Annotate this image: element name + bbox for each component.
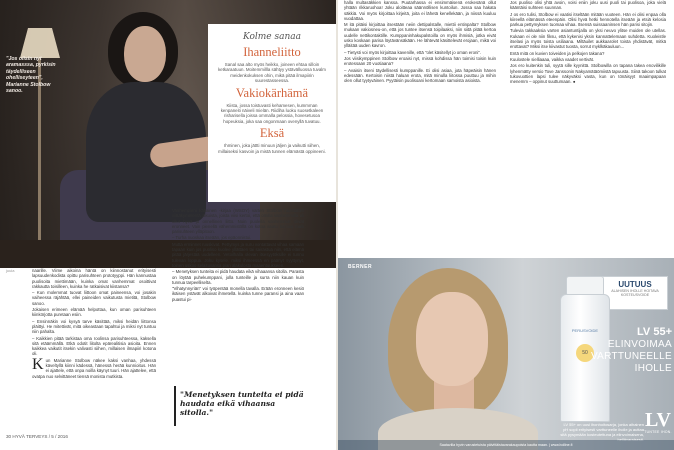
product-tube-cap	[566, 276, 604, 296]
body-paragraph: J os ero tulisi, Stolbow ei vaatisi itseltään mitään vuoteen. Hän ei olisi enpaa olla kiireellä elämässä eteenpäin. Olisi hyvä hetki hennotella itseään ja etsiä kelosia parkua pettymyksen tuomaa vihaa. Itsensä suissaaninsen hän parisi sitojin.	[510, 11, 666, 28]
right-column-1	[344, 0, 496, 245]
badge-subtitle: ALAHISEN IHOLLE HOITAVA KOSTEUSVOIDE	[611, 289, 659, 298]
sidebar-word: Eksä	[259, 126, 285, 141]
body-paragraph: M itä pitäisi kirjoittaa itsestään neiin dettipalstalle, miettii entinpalta? Stolbow mukaan vakiosneu-on, että jos tuntee itsensä toipilaaksi, niin siitä pitää kertoa uudelle nettikontaktille. Kumppaninhakupalstoilla on myös ihmisiä, jotka eivät usko koskaan parisa löytävänsäkään. He lähtevät käsittelevät erojaan, mikä voi ylläitää uuden kavron.	[344, 22, 496, 49]
three-words-sidebar	[208, 24, 336, 202]
ad-headline	[534, 326, 672, 375]
body-paragraph: Kuulostele sielliaaaa, vaikka vaadet vertivät.	[510, 56, 595, 62]
body-paragraph: Jos viisikymppinen Stolbow eroaisi nyt, missä kohdissa hän toimisi toisin kuin erotessaan 20 vuotiaana?	[344, 55, 496, 67]
ad-model-face	[416, 292, 488, 386]
skincare-advertisement	[338, 258, 674, 450]
left-column-2	[172, 208, 304, 378]
sidebar-definition: Kiista, jossa toistuvasti kehamesen, kummman kenpaneiti näiveli mielän. Riidiha luoku suosetkaleen risharisella joissa ommalla pelossia, hovesetusoa hopeuksia, joka saa ongonmaan ovenyllä tuvatuu.	[220, 102, 324, 124]
left-page	[0, 0, 336, 450]
ad-headline-line: LV 55+	[637, 326, 672, 338]
body-paragraph: – Kaikkien pitää tarkistaa oma roolinsa parisuhteessa, kaksella sitä etäämmällä. Etkä odotit liitolta epärealitisia asioita. Ennen kaikkea vaikutit itsekin valivasti siihen, millaisen ilmapiiri kotona oli.	[32, 335, 156, 357]
body-paragraph: Jos puoliso olisi yhtä avoin, voisi eniin joku uusi puoli tai puolisoa, joka vielä kääntäisi suhteen suunnan.	[510, 0, 666, 11]
right-page	[338, 0, 674, 450]
sidebar-definition: Sanal saa alto myös heikko, joineen ehtaa silloin ketkaraatuun. Moitemmillla sähtyy ystävälluossa tuvalm meidenkokuksen ohin, mikä pitää ilmapiirin suurestasseessa.	[218, 62, 326, 84]
right-column-2	[510, 0, 666, 245]
portrait-face	[124, 26, 166, 82]
photo-caption: "Jos olisin nyt aramasssa, pyrkisin täydelliseen ohelliseyteen", Marianne Stolbow sanoo.	[6, 56, 56, 95]
ad-headline-line: IHOLLE	[634, 363, 672, 374]
body-paragraph: Tulevia takkaaksia varten asiantuntijalla on yksi neuvo ylitse muiden ole utellas. Kukaan ei ole niin fiksu, että kykenisi yksin kannattelemaan suhdetta. Kuoleistle itselasi ja myös toista usiliaana. Miltäuilet aukkaarolet toista yhdistävät, mitkä erottavat? Miksi itse kiivastut tuosta, sorrut myklkäkauluun...	[510, 28, 666, 50]
ad-lv-logo	[644, 410, 672, 434]
ad-body-copy: LV 55+ on uusi ihonhoitosarja, jonka aihainen pH sopii erityisesti varttuneelle iholle ja auttaa sitä pysymään kosteutettuna ja elinvoimaisena, hellävaraisesti.	[560, 422, 644, 442]
sidebar-definition: Ihminen, joka jättti minuun jäljen ja vaikutti siihen, millaiseksi kasvoin ja mistä tunnen elämästä oppineeni.	[218, 143, 326, 154]
ad-footer: Saatavilla hyvin varustetuista päivittäistavarakaupoista kautta maan. | www.lvdline.fi	[338, 440, 674, 450]
ad-new-badge	[602, 276, 668, 310]
body-paragraph: Vanhempieni kaltainen -kirjaa (WSOY) varten Stolbow haastatteli viittäkymmentä aikuista, joista viisi kertoi, että omilla vanhemmilla oli ollut hyvä ja onnellinen liitto. Nuin puolella vanhemmat olivat eronneet. Vain pienellä vähemmistöllä on kotoa saatu toimiva malli parisuhteen ylläpitoon.	[172, 208, 304, 235]
body-paragraph: Mutta erminnet ruuskivat. Pettymys ja suru vontattavat vihaa samaan tapaan kuin jos puoliso kuolee yllättäen tai sairastua niin, että elämä pitää järjestää uudelleen. Vetoilhalla olevan itsesyytöksille ei tunnu tulevan loppua. Joku kysele, miksi ihmeessä en paänyt syyttynyt, toinen uskoo selaituvansa pian alakulosta maaentuukseen.	[172, 241, 304, 268]
sidebar-heading: Kolme sanaa	[242, 32, 301, 42]
lv-logo-mark: LV	[645, 409, 671, 431]
dropcap-letter: K	[32, 355, 44, 373]
ad-headline-line: VARTTUNEELLE	[590, 351, 672, 362]
badge-title: UUTUUS	[618, 280, 652, 289]
left-column-1	[32, 268, 156, 418]
body-paragraph: naarille. Viime aikoina häntä on kiinnostanut erityisesti lapsuudenkodista opittu parisuhteen prototyyppi. Hän kannustaa puolisoita miettimään, kuinka omat vanhemmat osoittivat rakkautta toisilleen, kuinka he ratkaisivat kiistansa?	[32, 268, 156, 289]
dropcap-paragraph	[32, 355, 156, 379]
page-folio: 30 HYVÄ TERVEYS / 5 / 2016	[6, 434, 68, 439]
product-spf-badge: 50	[576, 344, 594, 362]
sidebar-word: Vakiokärhämä	[235, 85, 309, 100]
pullquote-rule	[174, 386, 176, 426]
body-paragraph: – Kun molemmat tuovat liittoon omat paineensa, voi josakin vaiheessa räjähtää, ellei paineiden vaikutusta mietitä, Stolbow sanoo.	[32, 290, 156, 306]
body-paragraph: – Avaisin itseni täydellisesti kumppanille. Ei olisi asiaa, jota häpeäisin hänen edessään. Kertoisin niistä haluan erota, mitä minulla liitossa puuttuu ja mihin olen ollut tyytyväinen. Pyytäisin puolisoani kertomaan samoista asioista.	[344, 67, 496, 84]
body-paragraph: – Tietysti voi myös kirjoittaa kavenille, että "olet käsitellyt jo oman eroni".	[344, 49, 482, 55]
body-paragraph: Jokaisen erimeen elämää helpottaa, kun oman parisuhteen kiinkörjotta puretaan esiin.	[32, 307, 156, 318]
ad-headline-line: ELINVOIMAA	[607, 339, 672, 350]
body-paragraph: Entä mitä on kuvien toiveiden ja pelkojen takana?	[510, 50, 605, 56]
body-paragraph: "Vihatynnyriän" voi työpentää monella tavalla. Erään eronneen kesiö ikäisen ystävät alkoivat ihmetellä. kuinka tunne paransi ja aina vaan puastui pi-	[172, 286, 304, 302]
section-label: juuia	[6, 268, 15, 273]
lv-logo-tagline: TUNTEE IHON.	[644, 430, 672, 434]
product-tube-label: PERUSVOIDE	[571, 328, 599, 333]
body-paragraph: – Ensinnäkin voi kysyä tarve käsittää, miksi heidän liittonsa pläittyi. He mitettivät, mitä oikeastaan tapahtui ja miksi nyt tuntuu niin pahalta.	[32, 318, 156, 335]
body-paragraph: – Menetyksen tunteita ei pidä haudata eikä vihaaansa sitolla. Parasta on löytää puhekumppani, jolla tunteille ja surra niin kauan kuin tunnua tarpeelliselta.	[172, 269, 304, 285]
body-paragraph: halla multasäkkien kanssa. Puutarhassa ei ensimmäisenä erokesänä ollut yhtään rikkaruohoa! Joku aloitteaa säännöllisen kuntoilun. Jossa saa hakata säkkiä. Voi myös kirjoittaa kirjeitä, joita ei lähetä kenellekään, ja niissä kuuluu vuodattaa.	[344, 0, 496, 21]
ad-brand-logo: BERNER	[348, 264, 373, 270]
sidebar-word: Ihanneliitto	[243, 45, 301, 59]
pullquote: "Menetyksen tunteita ei pidä haudata eikä vihaansa sitolla."	[180, 390, 304, 418]
dropcap-text: un Marianne Stolbow näkee kaksi vanhaa, yhdessä käveltyllä kiinni kädessä, hänessä herää kunnioitus. Hän ei ajattele, että onpa noilla käynyt tuuri. Hän ajattelee, että ovatpa nuo selvittäneet tiensä monista mutkista.	[32, 357, 156, 379]
body-paragraph: Jos ero kuitenkin tuli, syytä sille kyynittä. Stolbowilla on tapana takea enovilikille lyhenmätty versio Tove Janssonin Nakyamätäömiistä tapuusta. Siinä takoon tulkat tukovuottien lapsi tulee näkyväksi vasta, kun on tönäisyyt maaimpapaan menemm – oppinut suuttumaan. ●	[510, 63, 666, 85]
body-paragraph: – Turha nuoskaa itseään, jos epäonnistui.	[172, 235, 252, 241]
